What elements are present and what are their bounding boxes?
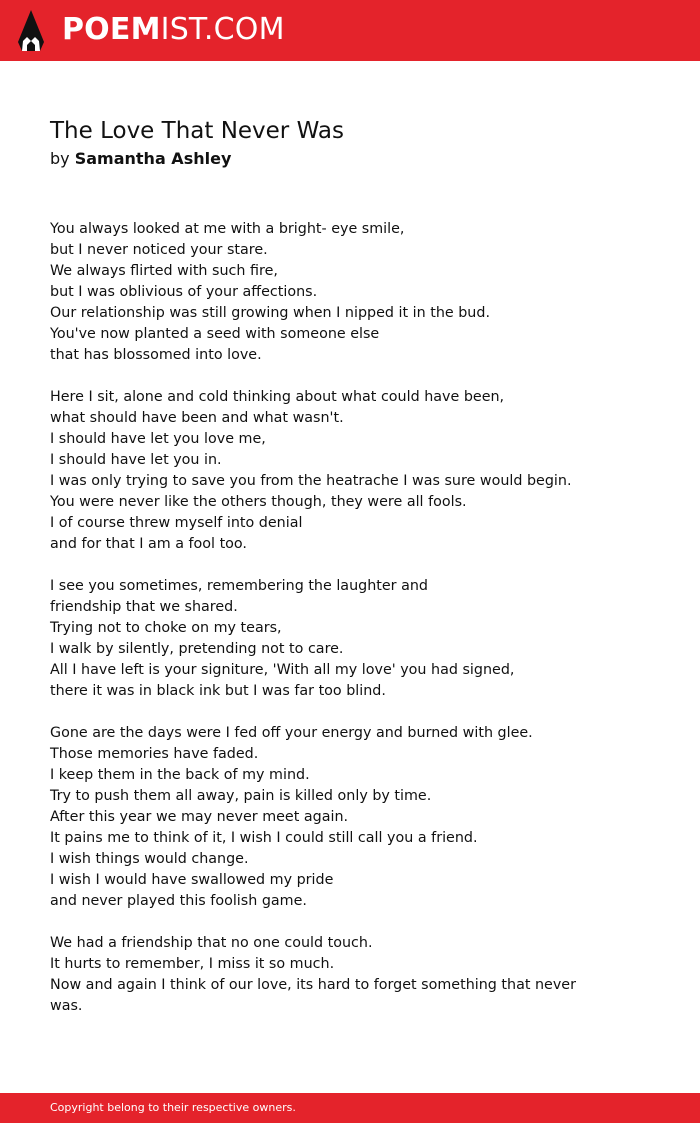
poem-line: Here I sit, alone and cold thinking about what could have been, bbox=[50, 389, 505, 405]
poem-line: I see you sometimes, remembering the laughter and bbox=[50, 578, 428, 594]
site-header bbox=[0, 0, 700, 61]
poem-line: We always flirted with such fire, bbox=[50, 263, 278, 279]
poem-line: Now and again I think of our love, its hard to forget something that never bbox=[50, 977, 576, 993]
poem-stanza bbox=[50, 387, 610, 555]
poem-line: It pains me to think of it, I wish I could still call you a friend. bbox=[50, 830, 478, 846]
site-footer bbox=[0, 1093, 700, 1123]
poem-line: Those memories have faded. bbox=[50, 746, 259, 762]
poem-line: what should have been and what wasn't. bbox=[50, 410, 344, 426]
poem-line: and never played this foolish game. bbox=[50, 893, 307, 909]
poem-line: After this year we may never meet again. bbox=[50, 809, 349, 825]
poem-line: It hurts to remember, I miss it so much. bbox=[50, 956, 335, 972]
poem-title: The Love That Never Was bbox=[50, 118, 344, 144]
poem-author: Samantha Ashley bbox=[74, 149, 232, 168]
poem-line: Try to push them all away, pain is killed only by time. bbox=[50, 788, 432, 804]
byline bbox=[50, 149, 231, 169]
poem-line: I should have let you love me, bbox=[50, 431, 266, 447]
poem-stanza bbox=[50, 723, 610, 912]
brand-light: IST.COM bbox=[160, 12, 285, 47]
poem-body bbox=[50, 219, 610, 1038]
poem-line: I of course threw myself into denial bbox=[50, 515, 303, 531]
poem-line: was. bbox=[50, 998, 83, 1014]
copyright-notice: Copyright belong to their respective owners. bbox=[50, 1101, 296, 1114]
poem-line: I keep them in the back of my mind. bbox=[50, 767, 310, 783]
poem-line: You were never like the others though, they were all fools. bbox=[50, 494, 467, 510]
poem-stanza bbox=[50, 576, 610, 702]
poem-stanza bbox=[50, 219, 610, 366]
poem-line: I walk by silently, pretending not to care. bbox=[50, 641, 344, 657]
pencil-icon bbox=[18, 10, 44, 52]
poem-line: I should have let you in. bbox=[50, 452, 222, 468]
poem-line: You've now planted a seed with someone else bbox=[50, 326, 380, 342]
poem-line: that has blossomed into love. bbox=[50, 347, 262, 363]
poem-line: and for that I am a fool too. bbox=[50, 536, 247, 552]
poem-line: Gone are the days were I fed off your energy and burned with glee. bbox=[50, 725, 533, 741]
poem-line: We had a friendship that no one could touch. bbox=[50, 935, 373, 951]
poem-line: but I never noticed your stare. bbox=[50, 242, 268, 258]
poem-line: You always looked at me with a bright- eye smile, bbox=[50, 221, 405, 237]
poem-line: but I was oblivious of your affections. bbox=[50, 284, 318, 300]
poem-stanza bbox=[50, 933, 610, 1017]
poem-line: I wish I would have swallowed my pride bbox=[50, 872, 334, 888]
poem-line: friendship that we shared. bbox=[50, 599, 238, 615]
byline-prefix: by bbox=[50, 149, 70, 168]
poem-line: there it was in black ink but I was far too blind. bbox=[50, 683, 386, 699]
site-brand[interactable] bbox=[62, 12, 285, 48]
brand-bold: POEM bbox=[62, 12, 161, 47]
poem-line: Our relationship was still growing when I nipped it in the bud. bbox=[50, 305, 490, 321]
poem-line: I was only trying to save you from the heatrache I was sure would begin. bbox=[50, 473, 572, 489]
poem-line: I wish things would change. bbox=[50, 851, 249, 867]
poem-line: Trying not to choke on my tears, bbox=[50, 620, 282, 636]
poem-line: All I have left is your signiture, 'With all my love' you had signed, bbox=[50, 662, 515, 678]
